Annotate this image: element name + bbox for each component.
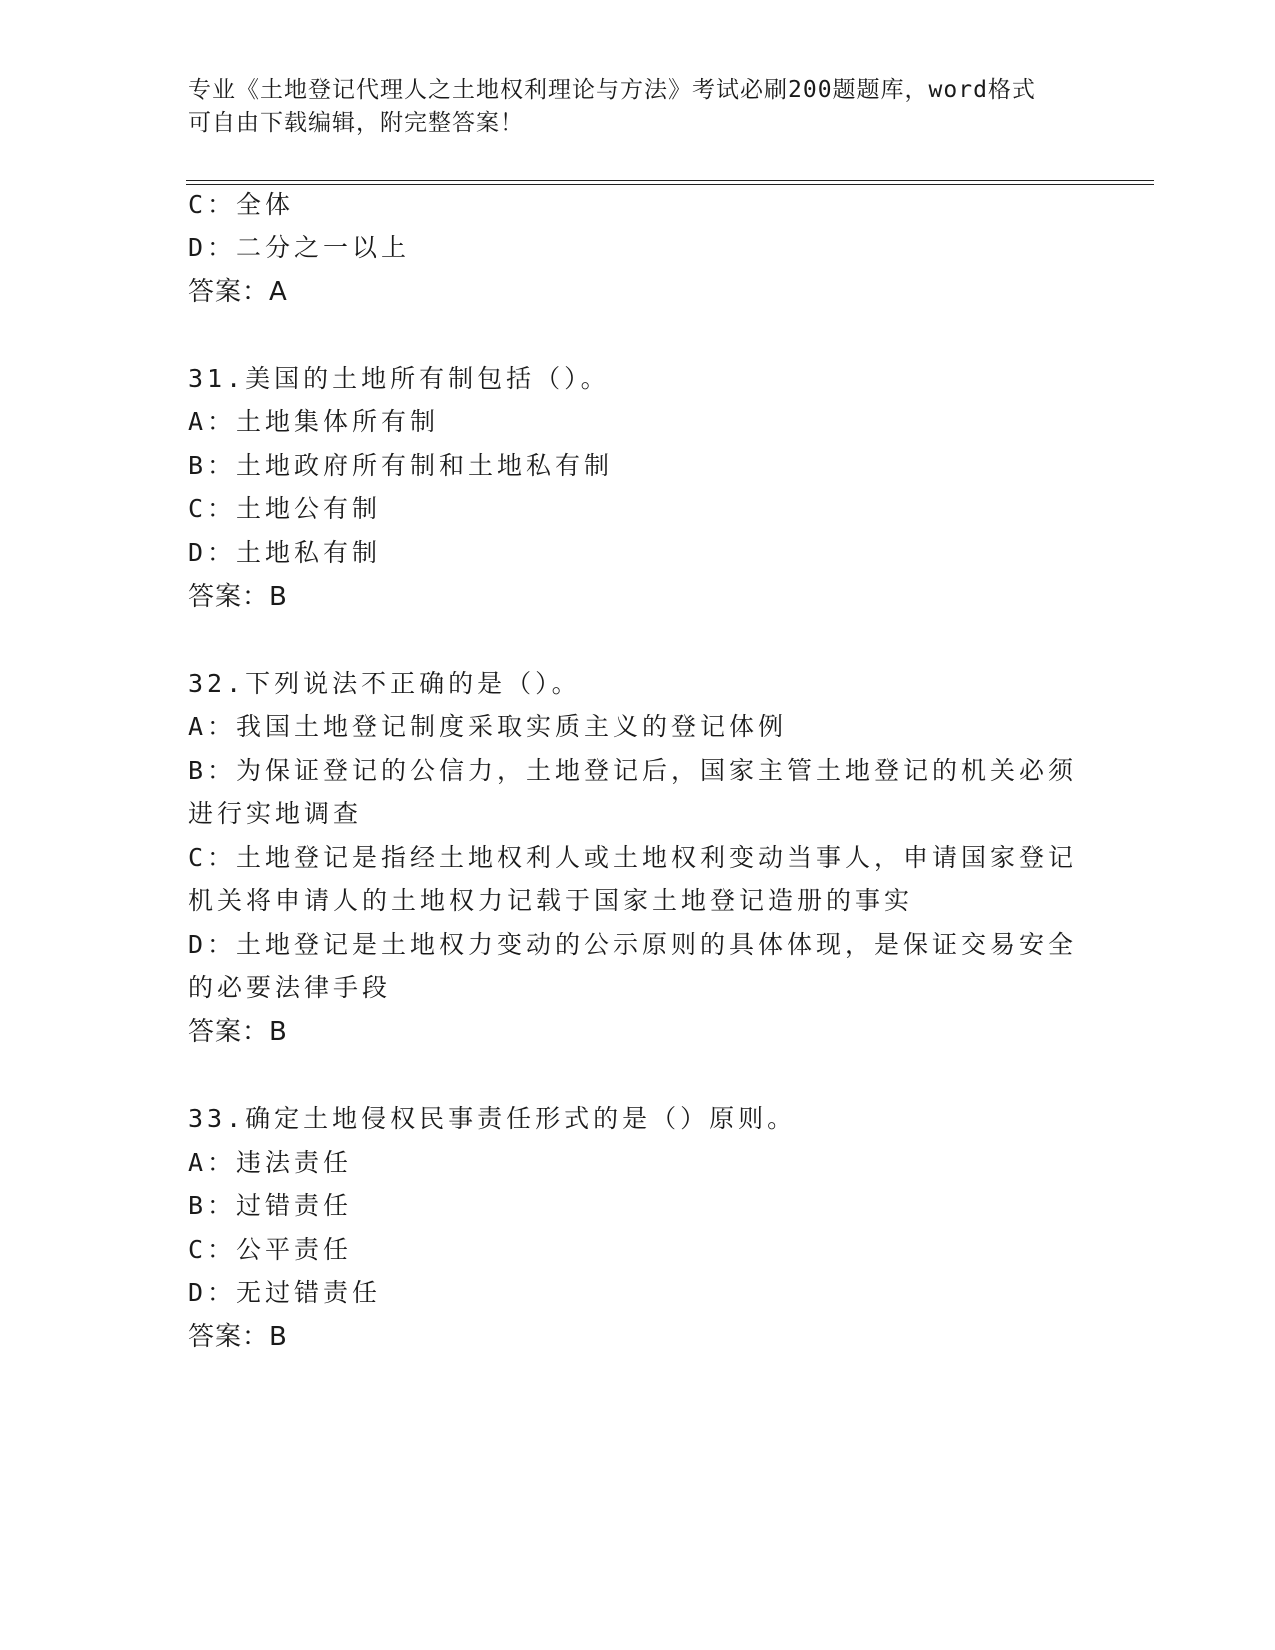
- prev-option-c: C：全体: [188, 190, 295, 219]
- q32-option-c-line-2: 机关将申请人的土地权力记载于国家土地登记造册的事实: [188, 886, 914, 915]
- answer-label: 答案：: [188, 1322, 270, 1352]
- answer-value: A: [269, 277, 288, 307]
- q33-stem: 33.确定土地侵权民事责任形式的是（）原则。: [188, 1104, 797, 1133]
- q31-option-c: C：土地公有制: [188, 494, 382, 523]
- document-header: [188, 74, 1088, 140]
- header-divider-top: [186, 180, 1154, 181]
- header-title-line-1: 专业《土地登记代理人之土地权利理论与方法》考试必刷200题题库，word格式: [188, 77, 1036, 103]
- q31-option-d: D：土地私有制: [188, 538, 382, 567]
- answer-value: B: [269, 1017, 288, 1047]
- q33-option-b: B：过错责任: [188, 1191, 353, 1220]
- q33-option-a: A：违法责任: [188, 1148, 353, 1177]
- q32-option-b-line-1: B：为保证登记的公信力，土地登记后，国家主管土地登记的机关必须: [188, 756, 1078, 785]
- q32-option-c-line-1: C：土地登记是指经土地权利人或土地权利变动当事人，申请国家登记: [188, 843, 1078, 872]
- q32-answer: [188, 1017, 288, 1047]
- answer-label: 答案：: [188, 277, 270, 307]
- answer-value: B: [269, 582, 288, 612]
- q32-option-b-line-2: 进行实地调查: [188, 799, 363, 828]
- q32-option-a: A：我国土地登记制度采取实质主义的登记体例: [188, 712, 788, 741]
- q31-answer: [188, 582, 288, 612]
- q32-option-d-line-1: D：土地登记是土地权力变动的公示原则的具体体现，是保证交易安全: [188, 930, 1078, 959]
- header-title-line-2: 可自由下载编辑，附完整答案！: [188, 110, 524, 136]
- q33-option-d: D：无过错责任: [188, 1278, 382, 1307]
- answer-value: B: [269, 1322, 288, 1352]
- q31-option-b: B：土地政府所有制和土地私有制: [188, 451, 614, 480]
- q33-option-c: C：公平责任: [188, 1235, 353, 1264]
- answer-label: 答案：: [188, 582, 270, 612]
- q33-answer: [188, 1322, 288, 1352]
- prev-answer: [188, 277, 288, 307]
- header-divider-bottom: [186, 184, 1154, 185]
- q32-option-d-line-2: 的必要法律手段: [188, 973, 392, 1002]
- q31-option-a: A：土地集体所有制: [188, 407, 440, 436]
- answer-label: 答案：: [188, 1017, 270, 1047]
- q31-stem: 31.美国的土地所有制包括（）。: [188, 364, 610, 393]
- q32-stem: 32.下列说法不正确的是（）。: [188, 669, 581, 698]
- prev-option-d: D：二分之一以上: [188, 233, 411, 262]
